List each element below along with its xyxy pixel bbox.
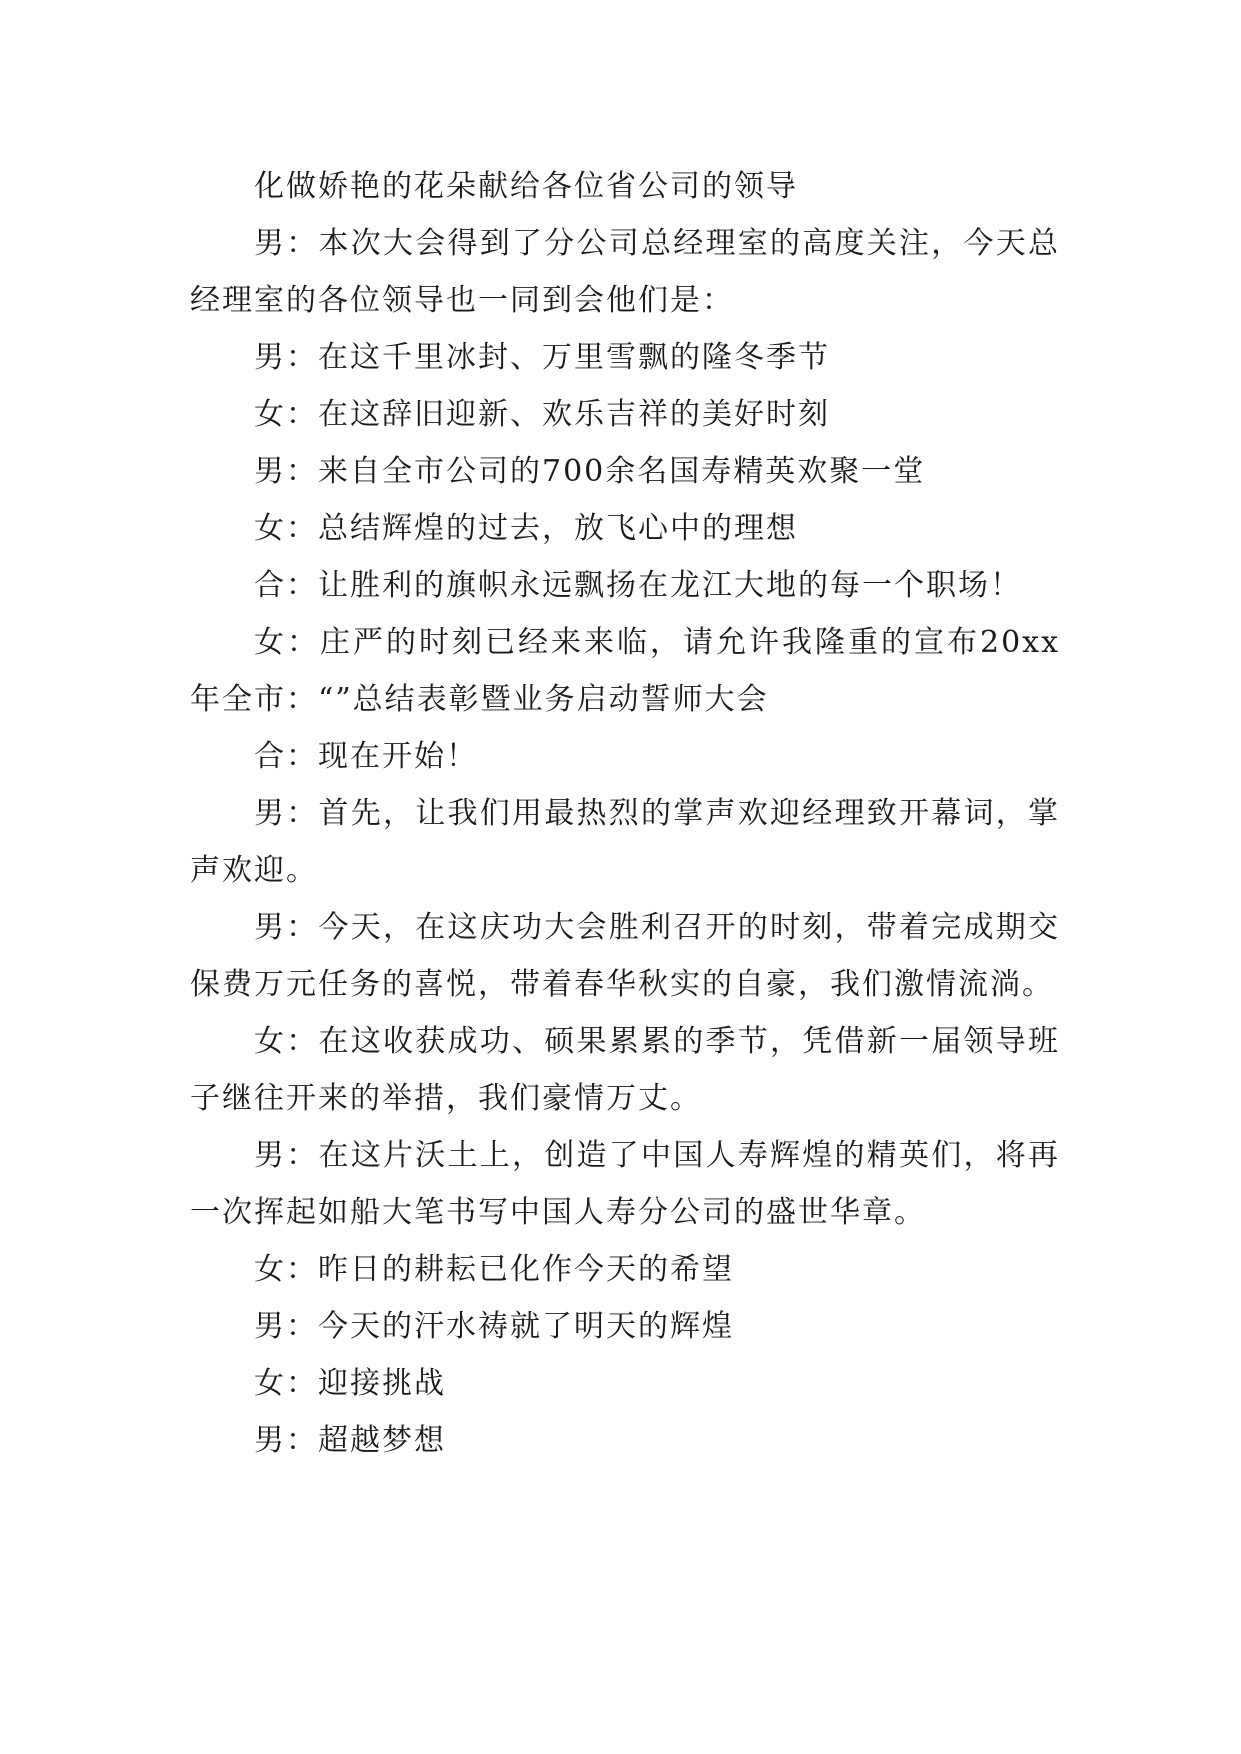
paragraph: 女：迎接挑战 [254,1366,446,1401]
paragraph: 男：来自全市公司的700余名国寿精英欢聚一堂 [254,454,926,489]
paragraph: 男：今天的汗水祷就了明天的辉煌 [254,1309,734,1344]
paragraph: 男：本次大会得到了分公司总经理室的高度关注，今天总经理室的各位领导也一同到会他们是： [190,226,1060,318]
document-body [190,158,1060,1469]
paragraph: 化做娇艳的花朵献给各位省公司的领导 [254,169,798,204]
paragraph: 男：在这千里冰封、万里雪飘的隆冬季节 [254,340,830,375]
paragraph: 合：现在开始！ [254,739,478,774]
paragraph: 女：在这辞旧迎新、欢乐吉祥的美好时刻 [254,397,830,432]
paragraph: 女：昨日的耕耘已化作今天的希望 [254,1252,734,1287]
paragraph: 合：让胜利的旗帜永远飘扬在龙江大地的每一个职场！ [254,568,1022,603]
paragraph: 男：超越梦想 [254,1423,446,1458]
paragraph: 男：在这片沃土上，创造了中国人寿辉煌的精英们，将再一次挥起如船大笔书写中国人寿分公司的盛世华章。 [190,1138,1060,1230]
paragraph: 女：在这收获成功、硕果累累的季节，凭借新一届领导班子继往开来的举措，我们豪情万丈。 [190,1024,1060,1116]
paragraph: 女：总结辉煌的过去，放飞心中的理想 [254,511,798,546]
paragraph: 男：今天，在这庆功大会胜利召开的时刻，带着完成期交保费万元任务的喜悦，带着春华秋实的自豪，我们激情流淌。 [190,910,1060,1002]
paragraph: 男：首先，让我们用最热烈的掌声欢迎经理致开幕词，掌声欢迎。 [190,796,1060,888]
paragraph: 女：庄严的时刻已经来来临，请允许我隆重的宣布20xx年全市：“”总结表彰暨业务启动誓师大会 [190,625,1060,717]
